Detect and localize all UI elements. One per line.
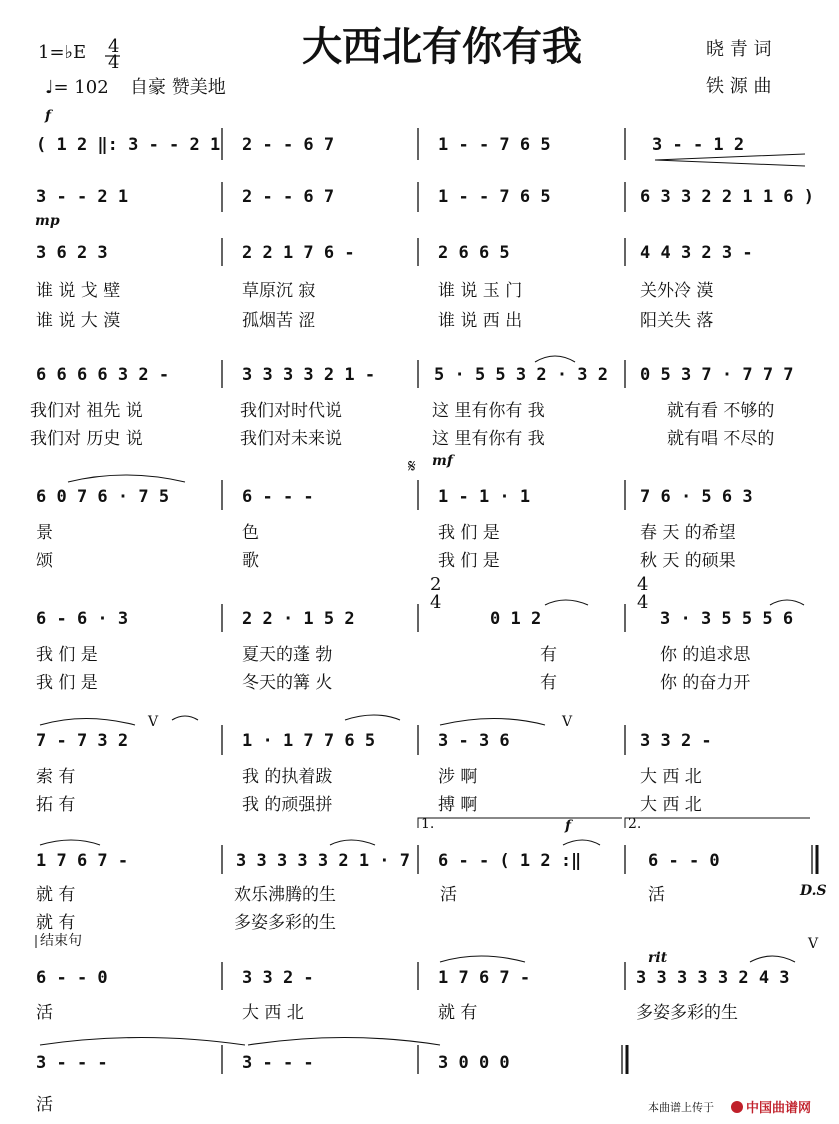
lyric-line-1: 有 <box>540 645 557 665</box>
lyric-line-1: 关外冷 漠 <box>640 281 714 301</box>
lyric-line-1: 涉 啊 <box>438 767 478 787</box>
breath-mark-3: V <box>808 936 819 952</box>
measure-notes: 2 2 1 7 6 - <box>242 243 355 263</box>
volta-first-bracket <box>418 818 622 828</box>
lyric-line-1: 就 有 <box>36 885 76 905</box>
time-change-bottom: 4 <box>430 592 442 613</box>
measure-notes: 7 6 · 5 6 3 <box>640 487 753 507</box>
time-sig-bottom: 4 <box>108 52 120 73</box>
lyric-line-2: 我们对未来说 <box>240 429 342 449</box>
lyric-line-2: 你 的奋力开 <box>660 673 751 693</box>
lyric-line-1: 你 的追求思 <box>660 645 751 665</box>
upload-note: 本曲谱上传于 <box>648 1101 714 1114</box>
measure-notes: 2 6 6 5 <box>438 243 510 263</box>
measure-notes: 6 - - ( 1 2 :‖ <box>438 851 582 871</box>
measure-notes: 6 3 3 2 2 1 1 6 ) <box>640 187 814 207</box>
lyric-line-1: 我 们 是 <box>438 523 500 543</box>
measure-notes: 2 - - 6 7 <box>242 135 335 155</box>
score-row-3 <box>36 243 753 331</box>
score-row-4 <box>30 365 794 449</box>
score-row-2 <box>36 187 814 207</box>
time-sig-top: 4 <box>108 36 120 57</box>
measure-notes: 1 - 1 · 1 <box>438 487 531 507</box>
lyric-line-2: 我们对 历史 说 <box>30 429 143 449</box>
volta-second-label: 2. <box>628 816 642 832</box>
expression-marking: 自豪 赞美地 <box>130 77 226 98</box>
dynamic-f-2: f <box>565 818 572 834</box>
song-title: 大西北有你有我 <box>302 23 582 70</box>
lyric-line-1: 欢乐沸腾的生 <box>234 885 336 905</box>
lyric-line-1: 就 有 <box>438 1003 478 1023</box>
lyric-line-1: 多姿多彩的生 <box>636 1003 738 1023</box>
score-row-8 <box>36 851 720 933</box>
measure-notes: 3 - - 1 2 <box>652 135 745 155</box>
segno-sign: 𝄋 <box>408 456 416 477</box>
measure-notes: 6 - 6 · 3 <box>36 609 129 629</box>
lyric-line-2: 谁 说 西 出 <box>438 311 523 331</box>
score-row-1 <box>36 135 744 155</box>
lyric-line-2: 多姿多彩的生 <box>234 913 336 933</box>
slurs <box>40 356 804 1045</box>
lyric-line-2: 这 里有你有 我 <box>432 429 545 449</box>
measure-notes: 3 - - - <box>242 1053 314 1073</box>
time-change-top: 2 <box>430 574 442 595</box>
lyric-line-1: 索 有 <box>36 767 76 787</box>
lyric-line-1: 就有看 不够的 <box>667 401 775 421</box>
lyric-line-1: 草原沉 寂 <box>242 281 316 301</box>
measure-notes: 1 · 1 7 7 6 5 <box>242 731 376 751</box>
measure-notes: 3 3 2 - <box>242 968 314 988</box>
lyric-line-2: 秋 天 的硕果 <box>640 551 736 571</box>
lyric-line-2: 我 们 是 <box>36 673 98 693</box>
measure-notes: 1 - - 7 6 5 <box>438 135 551 155</box>
lyric-line-1: 夏天的蓬 勃 <box>242 645 333 665</box>
measure-notes: 3 3 3 3 2 1 - <box>242 365 376 385</box>
time-change-bottom-2: 4 <box>637 592 649 613</box>
key-signature: 1=♭E <box>38 42 87 63</box>
volta-first-label: 1. <box>421 816 435 832</box>
lyric-line-2: 搏 啊 <box>438 795 478 815</box>
measure-notes: 3 - 3 6 <box>438 731 510 751</box>
ritardando: rit <box>648 950 668 966</box>
lyric-line-2: 就有唱 不尽的 <box>667 429 775 449</box>
measure-notes: 3 3 3 3 3 2 1 · 7 <box>236 851 410 871</box>
lyric-line-2: 拓 有 <box>36 795 76 815</box>
score-row-6 <box>36 609 793 693</box>
measure-notes: 7 - 7 3 2 <box>36 731 129 751</box>
measure-notes: 6 - - - <box>242 487 314 507</box>
measure-notes: 6 - - 0 <box>648 851 720 871</box>
lyric-line-1: 活 <box>648 885 665 905</box>
measure-notes: 3 6 2 3 <box>36 243 108 263</box>
lyric-line-2: 我 们 是 <box>438 551 500 571</box>
logo-icon <box>731 1101 743 1113</box>
lyric-line-1: 我们对 祖先 说 <box>30 401 143 421</box>
lyric-line-2: 歌 <box>242 551 259 571</box>
lyric-line-2: 阳关失 落 <box>640 311 714 331</box>
tempo-marking: ♩= 102 <box>45 77 109 98</box>
lyric-line-1: 景 <box>36 523 53 543</box>
measure-notes: 2 - - 6 7 <box>242 187 335 207</box>
measure-notes: 0 5 3 7 · 7 7 7 <box>640 365 794 385</box>
lyric-line-1: 色 <box>242 523 259 543</box>
lyric-line-1: 谁 说 玉 门 <box>438 281 523 301</box>
dal-segno: D.S <box>800 883 827 899</box>
measure-notes: 1 7 6 7 - <box>438 968 531 988</box>
lyric-line-2: 大 西 北 <box>640 795 702 815</box>
measure-notes: 3 - - - <box>36 1053 108 1073</box>
score-row-7 <box>36 731 712 815</box>
lyric-line-1: 我 们 是 <box>36 645 98 665</box>
measure-notes: 2 2 · 1 5 2 <box>242 609 355 629</box>
lyric-line-1: 我们对时代说 <box>240 401 342 421</box>
measure-notes: ( 1 2 ‖: 3 - - 2 1 <box>36 135 221 155</box>
ending-label: 结束句 <box>40 933 82 949</box>
measure-notes: 3 3 3 3 3 2 4 3 <box>636 968 790 988</box>
breath-mark-2: V <box>562 714 573 730</box>
measure-notes: 0 1 2 <box>490 609 542 629</box>
lyric-line-1: 大 西 北 <box>242 1003 304 1023</box>
volta-second-bracket <box>625 818 810 828</box>
measure-notes: 6 - - 0 <box>36 968 108 988</box>
measure-notes: 3 3 2 - <box>640 731 712 751</box>
measure-notes: 3 - - 2 1 <box>36 187 129 207</box>
lyric-line-1: 春 天 的希望 <box>640 523 736 543</box>
composer-credit: 铁 源 曲 <box>706 76 772 97</box>
lyric-line-1: 大 西 北 <box>640 767 702 787</box>
lyric-line-2: 孤烟苦 涩 <box>242 311 316 331</box>
lyric-line-2: 我 的顽强拼 <box>242 795 333 815</box>
score-row-5 <box>36 487 753 571</box>
site-logo <box>731 1100 811 1116</box>
lyric-line-1: 活 <box>440 885 457 905</box>
score-row-10 <box>36 1053 510 1115</box>
lyricist-credit: 晓 青 词 <box>706 39 772 60</box>
measure-notes: 6 0 7 6 · 7 5 <box>36 487 170 507</box>
measure-notes: 3 · 3 5 5 5 6 <box>660 609 794 629</box>
lyric-line-2: 就 有 <box>36 913 76 933</box>
breath-mark: V <box>148 714 159 730</box>
measure-notes: 5 · 5 5 3 2 · 3 2 <box>434 365 608 385</box>
time-change-top-2: 4 <box>637 574 649 595</box>
lyric-line-1: 谁 说 戈 壁 <box>36 281 121 301</box>
dynamic-f: f <box>45 108 52 124</box>
score-row-9 <box>36 968 790 1023</box>
lyric-line-2: 颂 <box>36 551 53 571</box>
lyric-line-2: 有 <box>540 673 557 693</box>
measure-notes: 3 0 0 0 <box>438 1053 510 1073</box>
measure-notes: 6 6 6 6 3 2 - <box>36 365 170 385</box>
lyric-line-1: 这 里有你有 我 <box>432 401 545 421</box>
crescendo-hairpin <box>655 154 805 166</box>
dynamic-mp: mp <box>35 213 60 229</box>
lyric-line-2: 谁 说 大 漠 <box>36 311 121 331</box>
measure-notes: 1 7 6 7 - <box>36 851 129 871</box>
measure-notes: 1 - - 7 6 5 <box>438 187 551 207</box>
dynamic-mf: mf <box>432 453 453 469</box>
measure-notes: 4 4 3 2 3 - <box>640 243 753 263</box>
lyric-line-1: 活 <box>36 1095 53 1115</box>
brand-name: 中国曲谱网 <box>746 1101 812 1116</box>
lyric-line-1: 我 的执着跋 <box>242 767 333 787</box>
lyric-line-2: 冬天的篝 火 <box>242 673 333 693</box>
lyric-line-1: 活 <box>36 1003 53 1023</box>
